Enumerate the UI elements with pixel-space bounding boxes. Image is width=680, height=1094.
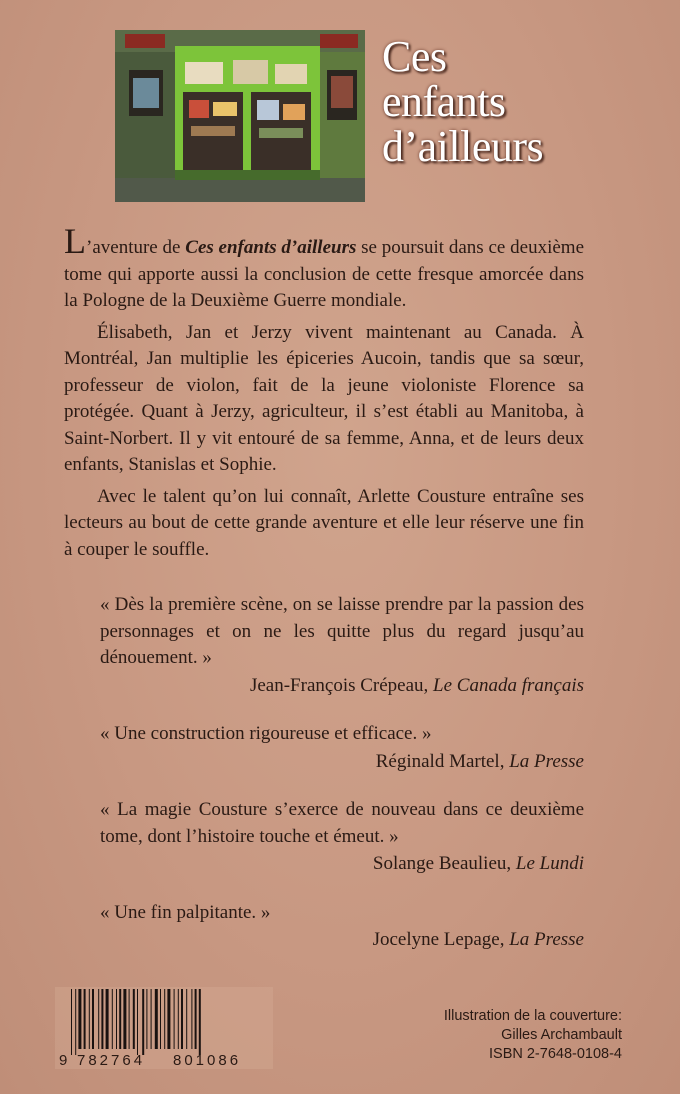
credits-line-1: Illustration de la couverture: bbox=[443, 1008, 622, 1024]
barcode-bar bbox=[78, 989, 81, 1049]
barcode-bar bbox=[142, 989, 144, 1055]
barcode-bar bbox=[146, 989, 147, 1049]
barcode-bar bbox=[199, 989, 201, 1055]
barcode-bar bbox=[191, 989, 192, 1049]
cover-illustration bbox=[115, 30, 365, 202]
quote-text: « Une construction rigoureuse et efficace. » bbox=[100, 723, 432, 744]
quote-publication: La Presse bbox=[509, 929, 584, 950]
barcode-bar bbox=[92, 989, 94, 1049]
credits-line-2: Gilles Archambault bbox=[501, 1027, 622, 1043]
summary-p1-start: ’aventure de bbox=[86, 237, 186, 258]
barcode-lead-digit: 9 bbox=[59, 1052, 68, 1069]
barcode-bar bbox=[116, 989, 117, 1049]
quote-author: Jocelyne Lepage, bbox=[372, 929, 510, 950]
quote-text: « Dès la première scène, on se laisse prendre par la passion des personnages et on ne les quitte plus du regard jusqu’au dénouement. » bbox=[100, 594, 584, 668]
drop-cap: L bbox=[64, 221, 86, 261]
summary bbox=[64, 221, 584, 563]
summary-paragraph-1 bbox=[64, 221, 584, 315]
barcode-group-1: 782764 bbox=[77, 1052, 146, 1069]
summary-paragraph-3: Avec le talent qu’on lui connaît, Arlette Cousture entraîne ses lecteurs au bout de cette grande aventure et elle leur réserve une fin à couper le souffle. bbox=[64, 485, 584, 560]
barcode-bar bbox=[155, 989, 158, 1049]
barcode-bar bbox=[181, 989, 183, 1049]
summary-p1-title: Ces enfants d’ailleurs bbox=[185, 237, 357, 258]
summary-paragraph-2: Élisabeth, Jan et Jerzy vivent maintenant au Canada. À Montréal, Jan multiplie les épiceries Aucoin, tandis que sa sœur, professeur de violon, fait de la jeune violoniste Florence sa protégée. Quant à Jerzy, agriculteur, il s’est établi au Manitoba, à Saint-Norbert. Il y vit entouré de sa femme, Anna, et de leurs deux enfants, Stanislas et Sophie. bbox=[64, 321, 584, 475]
barcode-bar bbox=[75, 989, 76, 1055]
barcode-bar bbox=[112, 989, 113, 1049]
isbn-barcode bbox=[55, 987, 273, 1069]
press-quote bbox=[100, 797, 584, 878]
barcode-bar bbox=[89, 989, 90, 1049]
barcode-group-2: 801086 bbox=[173, 1052, 242, 1069]
barcode-bar bbox=[195, 989, 197, 1049]
press-quote bbox=[100, 592, 584, 699]
storefront-painting bbox=[115, 30, 365, 202]
barcode-bar bbox=[164, 989, 165, 1049]
barcode-bar bbox=[178, 989, 179, 1049]
barcode-bar bbox=[174, 989, 175, 1049]
quote-publication: La Presse bbox=[509, 750, 584, 772]
barcode-bar bbox=[167, 989, 170, 1049]
isbn-text: ISBN 2-7648-0108-4 bbox=[489, 1046, 622, 1062]
cover-credits bbox=[362, 1007, 622, 1064]
quote-author: Réginald Martel, bbox=[375, 750, 510, 772]
quote-source bbox=[100, 749, 584, 776]
book-title bbox=[382, 34, 642, 169]
quote-text: « Une fin palpitante. » bbox=[100, 901, 271, 923]
barcode-bar bbox=[151, 989, 152, 1049]
quote-author: Solange Beaulieu, bbox=[372, 853, 516, 874]
barcode-bar bbox=[98, 989, 99, 1049]
press-quote bbox=[100, 900, 584, 954]
quote-publication: Le Lundi bbox=[515, 853, 584, 874]
barcode-bar bbox=[129, 989, 130, 1049]
summary-p1-rest: se poursuit dans ce deuxième tome qui apporte aussi la conclusion de cette fresque amorcée dans la Pologne de la Deuxième Guerre mondiale. bbox=[64, 237, 584, 311]
barcode-bar bbox=[119, 989, 121, 1049]
barcode-bar bbox=[123, 989, 126, 1049]
barcode-bar bbox=[84, 989, 86, 1049]
barcode-bar bbox=[160, 989, 161, 1049]
barcode-bar bbox=[106, 989, 109, 1049]
quote-author: Jean-François Crépeau, bbox=[249, 674, 434, 696]
quote-source bbox=[100, 851, 584, 878]
barcode-bar bbox=[133, 989, 135, 1049]
press-quote bbox=[100, 721, 584, 775]
quote-source bbox=[100, 927, 584, 954]
barcode-bar bbox=[137, 989, 138, 1055]
title-line-2: enfants bbox=[382, 77, 506, 126]
barcode-bar bbox=[186, 989, 187, 1049]
title-line-1: Ces bbox=[382, 32, 447, 81]
press-quotes bbox=[100, 592, 584, 954]
quote-publication: Le Canada français bbox=[433, 674, 584, 696]
quote-text: « La magie Cousture s’exerce de nouveau dans ce deuxième tome, dont l’histoire touche et émeut. » bbox=[100, 799, 584, 847]
barcode-bar bbox=[71, 989, 72, 1055]
quote-source bbox=[100, 673, 584, 700]
title-line-3: d’ailleurs bbox=[382, 122, 544, 171]
barcode-bar bbox=[101, 989, 103, 1049]
